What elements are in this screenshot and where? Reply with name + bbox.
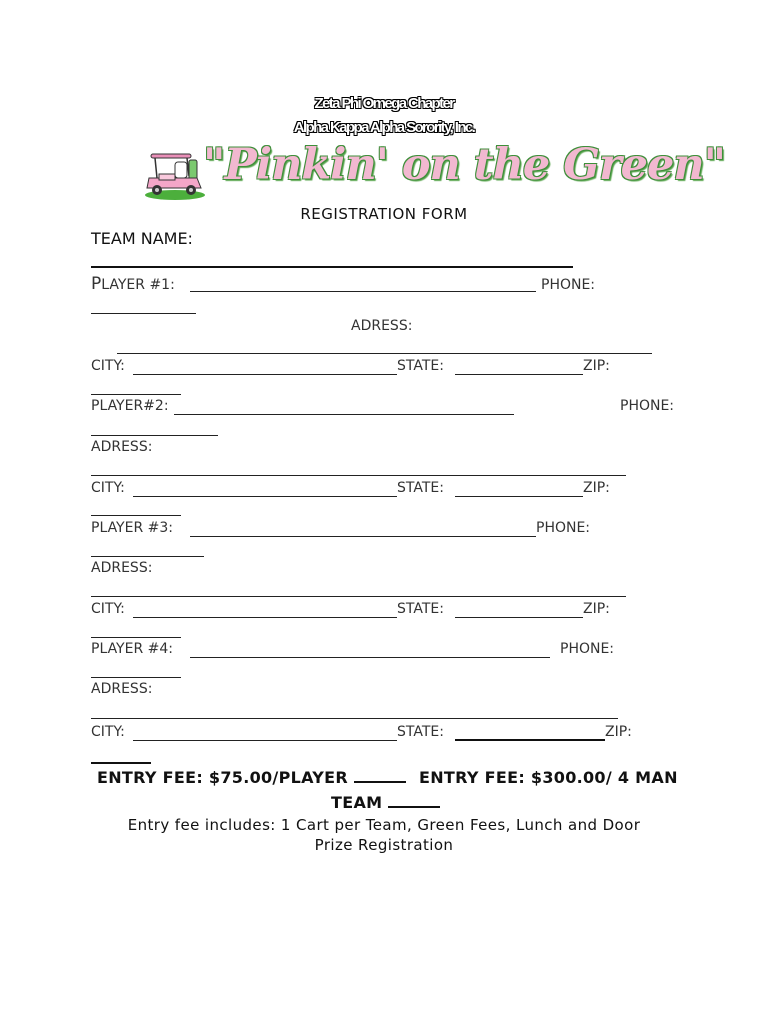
- entry-fee-includes: [0, 815, 768, 855]
- player2-zip-label: ZIP:: [583, 480, 610, 496]
- player4-state-label: STATE:: [397, 724, 444, 740]
- player1-state-field[interactable]: [455, 374, 583, 375]
- player2-phone-label: PHONE:: [620, 398, 675, 414]
- form-heading: REGISTRATION FORM: [300, 205, 468, 223]
- event-title: "Pinkin' on the Green": [203, 140, 725, 190]
- player1-phone-label: PHONE:: [541, 277, 596, 293]
- includes-line2: Prize Registration: [314, 836, 454, 854]
- player3-zip-label: ZIP:: [583, 601, 610, 617]
- player2-address-field[interactable]: [91, 475, 626, 476]
- player4-address-label: ADRESS:: [91, 681, 153, 697]
- player3-name-field[interactable]: [190, 536, 536, 537]
- player1-city-label: CITY:: [91, 358, 125, 374]
- player3-city-field[interactable]: [133, 617, 397, 618]
- includes-line1: Entry fee includes: 1 Cart per Team, Green Fees, Lunch and Door: [127, 816, 641, 834]
- player2-state-label: STATE:: [397, 480, 444, 496]
- player2-phone-field[interactable]: [91, 435, 218, 436]
- player1-label: PLAYER #1:: [91, 274, 175, 294]
- entry-fee-player-label: ENTRY FEE: $75.00/PLAYER: [97, 768, 406, 787]
- player2-state-field[interactable]: [455, 496, 583, 497]
- team-name-field[interactable]: [91, 266, 573, 268]
- golf-cart-icon: [145, 148, 207, 200]
- player2-zip-field[interactable]: [91, 515, 181, 516]
- entry-fee-team-checkbox[interactable]: [388, 794, 440, 808]
- player4-phone-label: PHONE:: [560, 641, 615, 657]
- player4-label: PLAYER #4:: [91, 641, 173, 657]
- player2-label: PLAYER#2:: [91, 398, 169, 414]
- player3-address-field[interactable]: [91, 596, 626, 597]
- organization-name: Alpha Kappa Alpha Sorority, Inc.: [293, 119, 475, 136]
- entry-fee-team-label-line1: ENTRY FEE: $300.00/ 4 MAN: [419, 768, 678, 787]
- player4-address-field[interactable]: [91, 718, 618, 719]
- player1-city-field[interactable]: [133, 374, 397, 375]
- player1-name-field[interactable]: [190, 291, 536, 292]
- team-name-label: TEAM NAME:: [91, 229, 193, 248]
- player4-zip-label: ZIP:: [605, 724, 632, 740]
- player1-address-field[interactable]: [117, 353, 652, 354]
- player4-name-field[interactable]: [190, 657, 550, 658]
- player2-city-label: CITY:: [91, 480, 125, 496]
- player3-label: PLAYER #3:: [91, 520, 173, 536]
- player3-phone-field[interactable]: [91, 556, 204, 557]
- player3-address-label: ADRESS:: [91, 560, 153, 576]
- player3-state-label: STATE:: [397, 601, 444, 617]
- player4-city-label: CITY:: [91, 724, 125, 740]
- player3-phone-label: PHONE:: [536, 520, 591, 536]
- player4-city-field[interactable]: [133, 740, 397, 741]
- player3-state-field[interactable]: [455, 617, 583, 618]
- event-title-row: [145, 140, 725, 200]
- player4-phone-field[interactable]: [91, 677, 181, 678]
- player4-zip-field[interactable]: [91, 762, 151, 764]
- player2-city-field[interactable]: [133, 496, 397, 497]
- player1-phone-field[interactable]: [91, 313, 196, 314]
- player3-zip-field[interactable]: [91, 637, 181, 638]
- entry-fee-player-checkbox[interactable]: [354, 769, 406, 783]
- player2-name-field[interactable]: [174, 414, 514, 415]
- player3-city-label: CITY:: [91, 601, 125, 617]
- player1-zip-field[interactable]: [91, 394, 181, 395]
- player1-address-label: ADRESS:: [351, 318, 413, 334]
- player1-zip-label: ZIP:: [583, 358, 610, 374]
- player4-state-field[interactable]: [455, 739, 605, 741]
- player1-state-label: STATE:: [397, 358, 444, 374]
- entry-fee-team-label-line2: TEAM: [331, 793, 440, 812]
- player2-address-label: ADRESS:: [91, 439, 153, 455]
- chapter-name: Zeta Phi Omega Chapter: [314, 95, 454, 112]
